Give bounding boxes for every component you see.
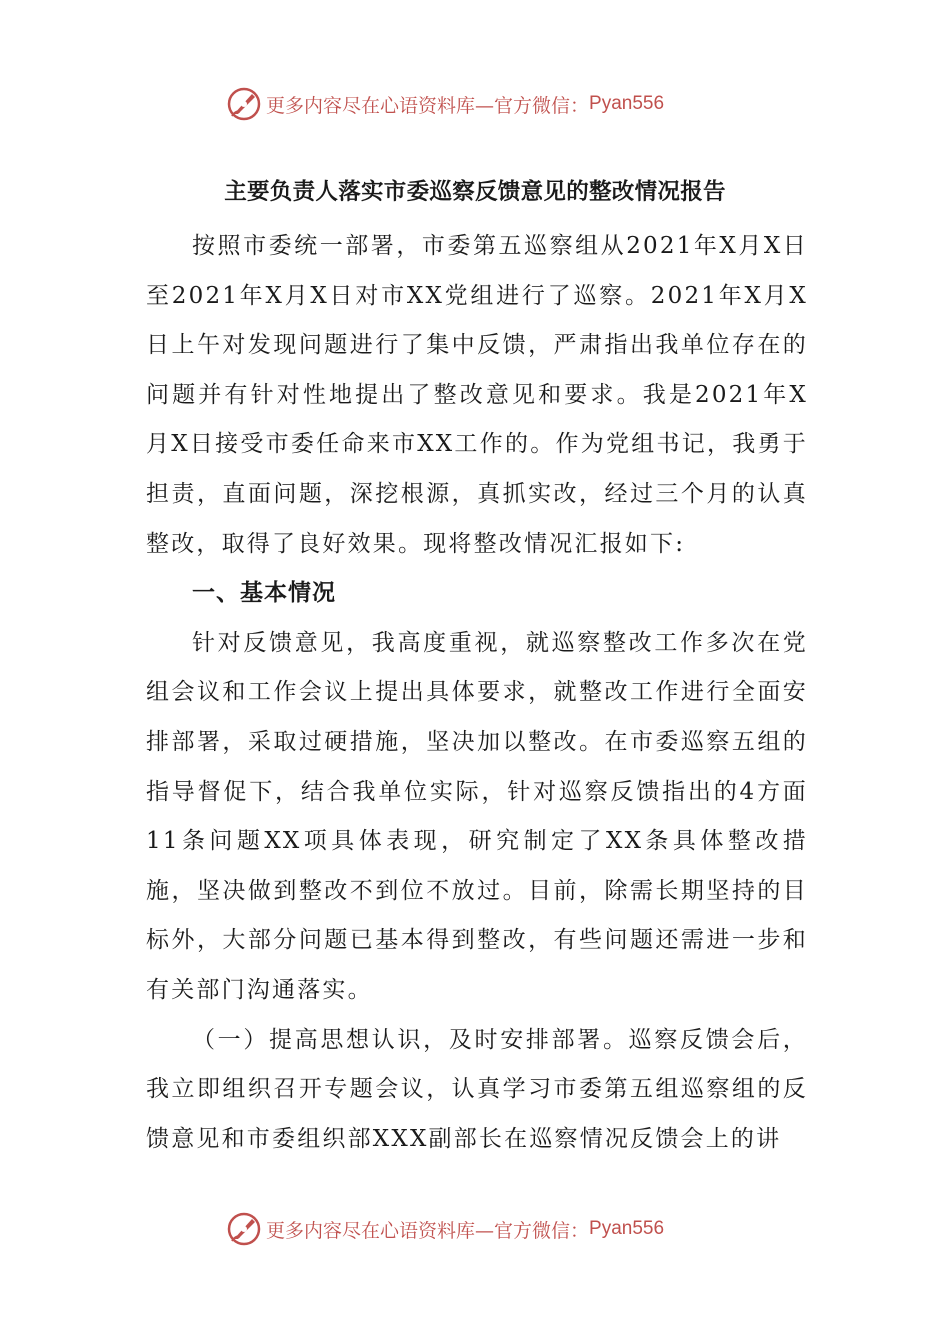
subsection-paragraph-1: （一）提高思想认识，及时安排部署。巡察反馈会后，我立即组织召开专题会议，认真学习市委第五组巡察组的反馈意见和市委组织部XXX副部长在巡察情况反馈会上的讲 [146, 1026, 808, 1152]
section-paragraph-basic: 针对反馈意见，我高度重视，就巡察整改工作多次在党组会议和工作会议上提出具体要求，就整改工作进行全面安排部署，采取过硬措施，坚决加以整改。在市委巡察五组的指导督促下，结合我单位实际，针对巡察反馈指出的4方面11条问题XX项具体表现，研究制定了XX条具体整改措施，坚决做到整改不到位不放过。目前，除需长期坚持的目标外，大部分问题已基本得到整改，有些问题还需进一步和有关部门沟通落实。 [146, 629, 808, 1003]
section-heading-basic: 一、基本情况 [192, 580, 336, 607]
document-title: 主要负责人落实市委巡察反馈意见的整改情况报告 [224, 179, 726, 205]
watermark-contact: Pyan556 [589, 1218, 665, 1239]
watermark-text: 更多内容尽在心语资料库—官方微信： [266, 94, 590, 117]
watermark-banner-bottom [226, 1209, 664, 1249]
document-body [146, 222, 808, 1164]
quill-logo-icon [226, 1211, 262, 1247]
watermark-contact: Pyan556 [589, 93, 665, 114]
quill-logo-icon [226, 86, 262, 122]
intro-paragraph: 按照市委统一部署，市委第五巡察组从2021年X月X日至2021年X月X日对市XX党组进行了巡察。2021年X月X日上午对发现问题进行了集中反馈，严肃指出我单位存在的问题并有针对性地提出了整改意见和要求。我是2021年X月X日接受市委任命来市XX工作的。作为党组书记，我勇于担责，直面问题，深挖根源，真抓实改，经过三个月的认真整改，取得了良好效果。现将整改情况汇报如下: [146, 233, 808, 557]
watermark-banner-top [226, 84, 664, 124]
watermark-text: 更多内容尽在心语资料库—官方微信： [266, 1219, 590, 1242]
